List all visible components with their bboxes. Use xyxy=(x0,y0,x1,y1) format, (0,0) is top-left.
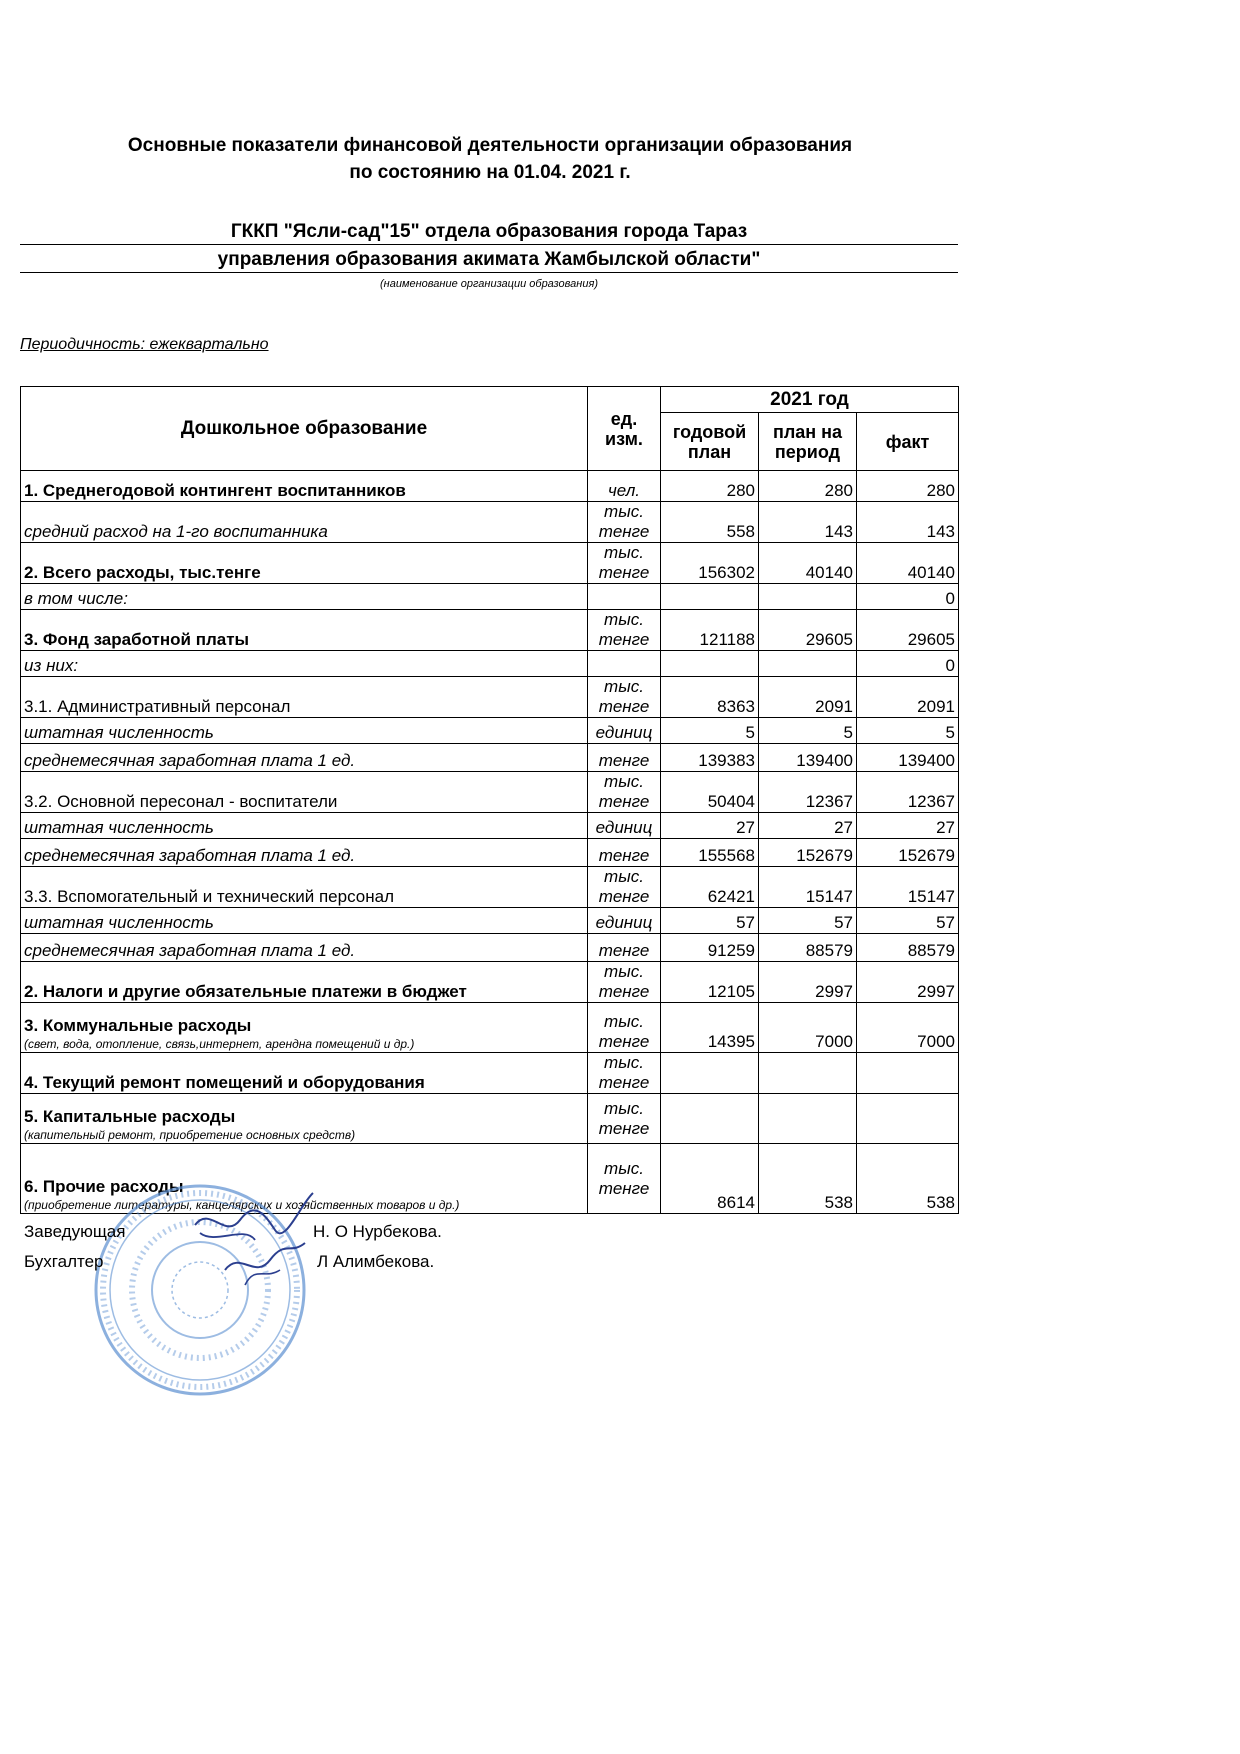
row-annual-plan: 50404 xyxy=(661,772,759,813)
row-period-plan: 27 xyxy=(759,813,857,839)
row-period-plan: 2091 xyxy=(759,677,857,718)
row-period-plan: 139400 xyxy=(759,744,857,772)
row-fact: 88579 xyxy=(857,934,959,962)
row-annual-plan: 121188 xyxy=(661,610,759,651)
row-label: в том числе: xyxy=(21,584,588,610)
organization-name-line-2: управления образования акимата Жамбылской области" xyxy=(20,248,958,273)
table-row xyxy=(21,502,959,543)
row-fact xyxy=(857,1094,959,1144)
row-fact: 27 xyxy=(857,813,959,839)
row-unit: тыс. тенге xyxy=(588,1003,661,1053)
row-period-plan: 7000 xyxy=(759,1003,857,1053)
table-row xyxy=(21,908,959,934)
row-unit xyxy=(588,584,661,610)
row-annual-plan: 12105 xyxy=(661,962,759,1003)
row-fact: 538 xyxy=(857,1144,959,1214)
row-fact: 139400 xyxy=(857,744,959,772)
row-fact: 152679 xyxy=(857,839,959,867)
row-label: 3. Фонд заработной платы xyxy=(21,610,588,651)
row-label: 2. Всего расходы, тыс.тенге xyxy=(21,543,588,584)
row-unit: тенге xyxy=(588,839,661,867)
header-preschool-education: Дошкольное образование xyxy=(21,387,588,471)
row-fact: 7000 xyxy=(857,1003,959,1053)
table-row xyxy=(21,813,959,839)
table-row xyxy=(21,651,959,677)
table-row xyxy=(21,744,959,772)
row-unit: единиц xyxy=(588,813,661,839)
table-row xyxy=(21,1094,959,1144)
row-label: среднемесячная заработная плата 1 ед. xyxy=(21,744,588,772)
row-period-plan: 280 xyxy=(759,471,857,502)
row-fact: 280 xyxy=(857,471,959,502)
row-fact: 143 xyxy=(857,502,959,543)
row-label: 3.2. Основной пересонал - воспитатели xyxy=(21,772,588,813)
row-unit: тыс. тенге xyxy=(588,962,661,1003)
row-label: 4. Текущий ремонт помещений и оборудования xyxy=(21,1053,588,1094)
row-annual-plan xyxy=(661,651,759,677)
row-label-note: (свет, вода, отопление, связь,интернет, арендна помещений и др.) xyxy=(24,1037,415,1051)
row-period-plan: 29605 xyxy=(759,610,857,651)
document-title xyxy=(0,132,980,186)
row-fact: 29605 xyxy=(857,610,959,651)
row-label-note: (капительный ремонт, приобретение основных средств) xyxy=(24,1128,356,1142)
table-row xyxy=(21,543,959,584)
row-annual-plan: 139383 xyxy=(661,744,759,772)
row-fact xyxy=(857,1053,959,1094)
row-annual-plan: 27 xyxy=(661,813,759,839)
row-unit: единиц xyxy=(588,908,661,934)
row-label: 2. Налоги и другие обязательные платежи в бюджет xyxy=(21,962,588,1003)
table-row xyxy=(21,772,959,813)
head-role: Заведующая xyxy=(24,1222,126,1241)
row-unit: единиц xyxy=(588,718,661,744)
periodicity-label: Периодичность: ежеквартально xyxy=(20,336,269,353)
table-row xyxy=(21,867,959,908)
row-annual-plan: 280 xyxy=(661,471,759,502)
row-annual-plan: 5 xyxy=(661,718,759,744)
organization-name-line-1: ГККП "Ясли-сад"15" отдела образования города Тараз xyxy=(20,220,958,245)
table-row xyxy=(21,718,959,744)
row-annual-plan: 62421 xyxy=(661,867,759,908)
row-label-main: 6. Прочие расходы xyxy=(24,1177,184,1196)
organization-caption: (наименование организации образования) xyxy=(380,278,598,290)
row-period-plan: 152679 xyxy=(759,839,857,867)
row-period-plan xyxy=(759,1053,857,1094)
title-line-2: по состоянию на 01.04. 2021 г. xyxy=(349,162,631,183)
table-row xyxy=(21,1003,959,1053)
table-row xyxy=(21,584,959,610)
row-label: штатная численность xyxy=(21,718,588,744)
row-label-main: 5. Капитальные расходы xyxy=(24,1107,236,1126)
row-period-plan: 12367 xyxy=(759,772,857,813)
row-unit: тыс. тенге xyxy=(588,677,661,718)
row-unit xyxy=(588,651,661,677)
row-fact: 0 xyxy=(857,651,959,677)
handwritten-signature-icon xyxy=(185,1185,325,1295)
row-annual-plan: 558 xyxy=(661,502,759,543)
financial-indicators-table xyxy=(20,386,959,1214)
row-unit: тенге xyxy=(588,934,661,962)
row-annual-plan xyxy=(661,1094,759,1144)
row-label: среднемесячная заработная плата 1 ед. xyxy=(21,839,588,867)
header-year: 2021 год xyxy=(661,387,959,413)
row-period-plan: 143 xyxy=(759,502,857,543)
row-unit: тыс. тенге xyxy=(588,610,661,651)
table-row xyxy=(21,471,959,502)
row-label: из них: xyxy=(21,651,588,677)
row-unit: тенге xyxy=(588,744,661,772)
row-fact: 0 xyxy=(857,584,959,610)
row-period-plan: 538 xyxy=(759,1144,857,1214)
row-label-note: (приобретение литературы, канцелярских и хозяйственных товаров и др.) xyxy=(24,1198,460,1212)
row-label: 1. Среднегодовой контингент воспитанников xyxy=(21,471,588,502)
row-unit: тыс. тенге xyxy=(588,502,661,543)
row-unit: тыс. тенге xyxy=(588,867,661,908)
row-annual-plan: 155568 xyxy=(661,839,759,867)
row-period-plan: 2997 xyxy=(759,962,857,1003)
header-annual-plan: годовой план xyxy=(661,413,759,471)
row-period-plan: 5 xyxy=(759,718,857,744)
table-row xyxy=(21,934,959,962)
row-annual-plan: 8363 xyxy=(661,677,759,718)
row-annual-plan xyxy=(661,584,759,610)
row-period-plan xyxy=(759,1094,857,1144)
head-name: Н. О Нурбекова. xyxy=(313,1222,442,1241)
row-unit: тыс. тенге xyxy=(588,772,661,813)
row-unit: тыс. тенге xyxy=(588,543,661,584)
row-annual-plan xyxy=(661,1053,759,1094)
row-fact: 2091 xyxy=(857,677,959,718)
row-fact: 57 xyxy=(857,908,959,934)
row-fact: 15147 xyxy=(857,867,959,908)
row-label: 3.3. Вспомогательный и технический персонал xyxy=(21,867,588,908)
table-row xyxy=(21,1053,959,1094)
title-line-1: Основные показатели финансовой деятельности организации образования xyxy=(127,135,853,156)
row-label xyxy=(21,1003,588,1053)
table-row xyxy=(21,839,959,867)
row-period-plan: 57 xyxy=(759,908,857,934)
row-fact: 2997 xyxy=(857,962,959,1003)
row-label: средний расход на 1-го воспитанника xyxy=(21,502,588,543)
row-unit: тыс. тенге xyxy=(588,1094,661,1144)
accountant-role: Бухгалтер xyxy=(24,1252,104,1271)
header-unit: ед. изм. xyxy=(588,387,661,471)
header-fact: факт xyxy=(857,413,959,471)
row-unit: чел. xyxy=(588,471,661,502)
row-label xyxy=(21,1094,588,1144)
row-label: штатная численность xyxy=(21,908,588,934)
row-unit: тыс. тенге xyxy=(588,1144,661,1214)
row-annual-plan: 91259 xyxy=(661,934,759,962)
row-period-plan: 15147 xyxy=(759,867,857,908)
row-annual-plan: 14395 xyxy=(661,1003,759,1053)
row-period-plan: 88579 xyxy=(759,934,857,962)
row-unit: тыс. тенге xyxy=(588,1053,661,1094)
row-fact: 5 xyxy=(857,718,959,744)
header-period-plan: план на период xyxy=(759,413,857,471)
row-label: среднемесячная заработная плата 1 ед. xyxy=(21,934,588,962)
table-row xyxy=(21,677,959,718)
row-period-plan: 40140 xyxy=(759,543,857,584)
row-annual-plan: 8614 xyxy=(661,1144,759,1214)
accountant-name: Л Алимбекова. xyxy=(317,1252,435,1271)
table-row xyxy=(21,610,959,651)
row-label: 3.1. Административный персонал xyxy=(21,677,588,718)
row-label: штатная численность xyxy=(21,813,588,839)
row-period-plan xyxy=(759,584,857,610)
row-fact: 12367 xyxy=(857,772,959,813)
table-row xyxy=(21,962,959,1003)
row-label-main: 3. Коммунальные расходы xyxy=(24,1016,252,1035)
row-annual-plan: 57 xyxy=(661,908,759,934)
row-period-plan xyxy=(759,651,857,677)
row-fact: 40140 xyxy=(857,543,959,584)
row-annual-plan: 156302 xyxy=(661,543,759,584)
